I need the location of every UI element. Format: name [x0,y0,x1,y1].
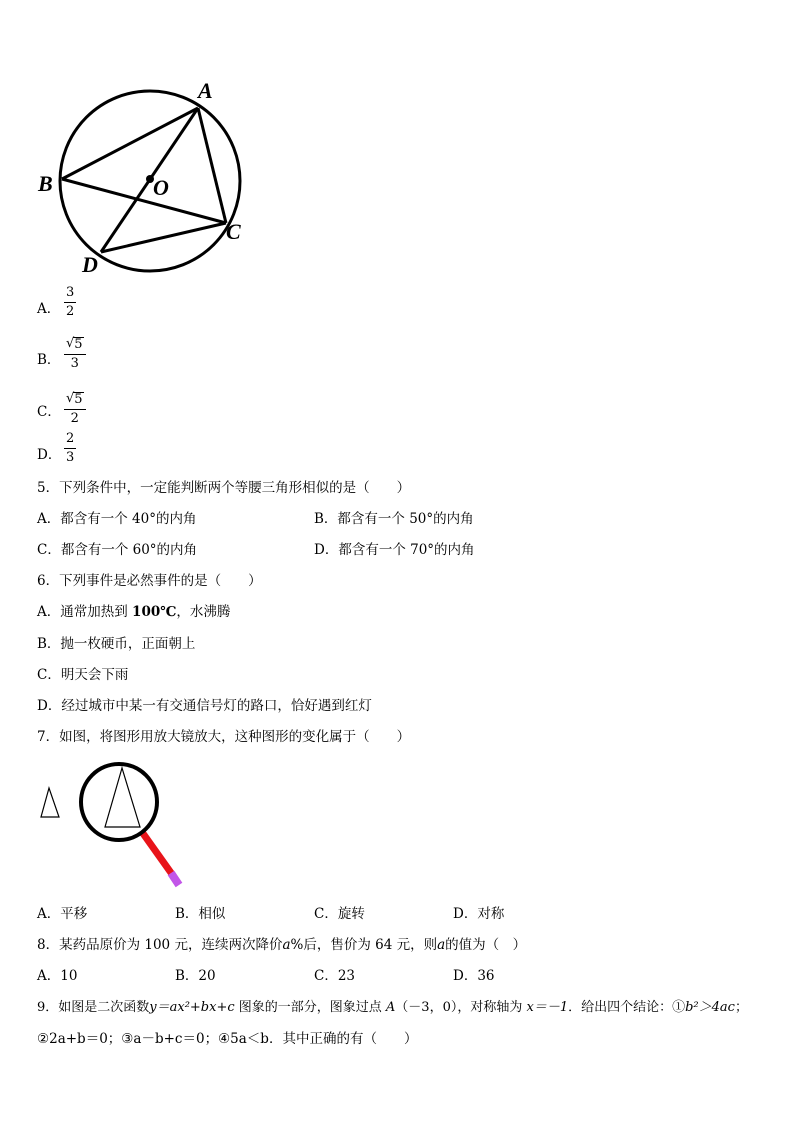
denominator: 3 [66,450,75,465]
q7-option-a[interactable]: A．平移 [37,906,88,922]
conclusion-4: ；④5a＜b [204,1031,269,1047]
conclusion-2: ②2a+b＝0 [37,1031,108,1047]
q7-option-d[interactable]: D．对称 [453,906,505,922]
numerator: 3 [66,285,75,300]
option-label: D． [37,447,62,463]
option-label: B． [37,352,61,368]
q8-stem-mid: %后，售价为 64 元，则 [290,937,438,953]
q6-option-a-pre: A．通常加热到 [37,604,133,620]
label-b: B [38,171,53,196]
q8-option-d[interactable]: D．36 [453,968,495,984]
q6-stem: 6．下列事件是必然事件的是（ ） [37,573,262,589]
denominator: 2 [66,304,75,319]
temperature-value: 100℃ [132,604,177,620]
variable-a: a [282,937,291,953]
label-a: A [198,78,213,103]
circle-figure [30,75,260,280]
label-o: O [153,175,169,200]
conclusion-1: b²＞4ac [685,1000,735,1015]
q5-option-d[interactable]: D．都含有一个 70°的内角 [314,542,475,558]
q7-option-b[interactable]: B．相似 [175,906,226,922]
q9-line1 [37,999,748,1017]
denominator: 3 [70,356,79,371]
q8-stem-post: 的值为（ ） [445,937,527,953]
q9-pre: 9．如图是二次函数 [37,1000,150,1015]
fraction [64,392,86,426]
q9-line2 [37,1030,417,1048]
numerator: √ 5 [66,336,83,352]
fraction [64,337,86,371]
segment-dc [101,223,226,252]
q8-option-c[interactable]: C．23 [314,968,356,984]
segment-ab [62,108,198,179]
denominator: 2 [70,411,79,426]
conclusion-3: ；③a－b+c＝0 [107,1031,205,1047]
magnifier-handle [142,832,174,877]
q9-mid: 图象的一部分，图象过点 [234,1000,386,1015]
fraction [64,286,76,319]
q9-post: ．给出四个结论：① [568,1000,686,1015]
q7-stem: 7．如图，将图形用放大镜放大，这种图形的变化属于（ ） [37,729,411,745]
q6-option-a[interactable] [37,603,230,621]
q6-option-c[interactable]: C．明天会下雨 [37,667,129,683]
fraction [64,432,76,465]
q5-option-c[interactable]: C．都含有一个 60°的内角 [37,542,198,558]
numerator: 2 [66,431,75,446]
q6-option-d[interactable]: D．经过城市中某一有交通信号灯的路口，恰好遇到红灯 [37,698,372,714]
q8-stem [37,936,526,954]
q9-c1-end: ； [734,1000,748,1015]
magnifier-figure [35,755,195,895]
option-label: A． [37,301,61,317]
point-a: A [385,1000,396,1015]
q8-option-a[interactable]: A．10 [37,968,78,984]
q8-option-b[interactable]: B．20 [175,968,216,984]
q8-stem-pre: 8．某药品原价为 100 元，连续两次降价 [37,937,283,953]
q9-end: ．其中正确的有（ ） [268,1031,418,1047]
small-triangle [41,788,59,817]
q7-option-c[interactable]: C．旋转 [314,906,365,922]
q9-point: （－3，0），对称轴为 [395,1000,527,1015]
q6-option-a-post: ，水沸腾 [176,604,231,620]
q5-stem: 5．下列条件中，一定能判断两个等腰三角形相似的是（ ） [37,480,411,496]
magnifier-lens [81,764,157,840]
radicand: 5 [74,337,83,352]
radicand: 5 [74,392,83,407]
option-label: C． [37,404,61,420]
q5-option-b[interactable]: B．都含有一个 50°的内角 [314,511,474,527]
symmetry-axis: x＝－1 [526,1000,569,1015]
variable-a: a [437,937,446,953]
function-expression: y＝ax²+bx+c [149,1000,235,1015]
q6-option-b[interactable]: B．抛一枚硬币，正面朝上 [37,636,196,652]
q5-option-a[interactable]: A．都含有一个 40°的内角 [37,511,197,527]
label-d: D [82,252,98,277]
label-c: C [226,219,241,244]
magnifier-handle-tip [171,873,179,885]
numerator: √ 5 [66,391,83,407]
